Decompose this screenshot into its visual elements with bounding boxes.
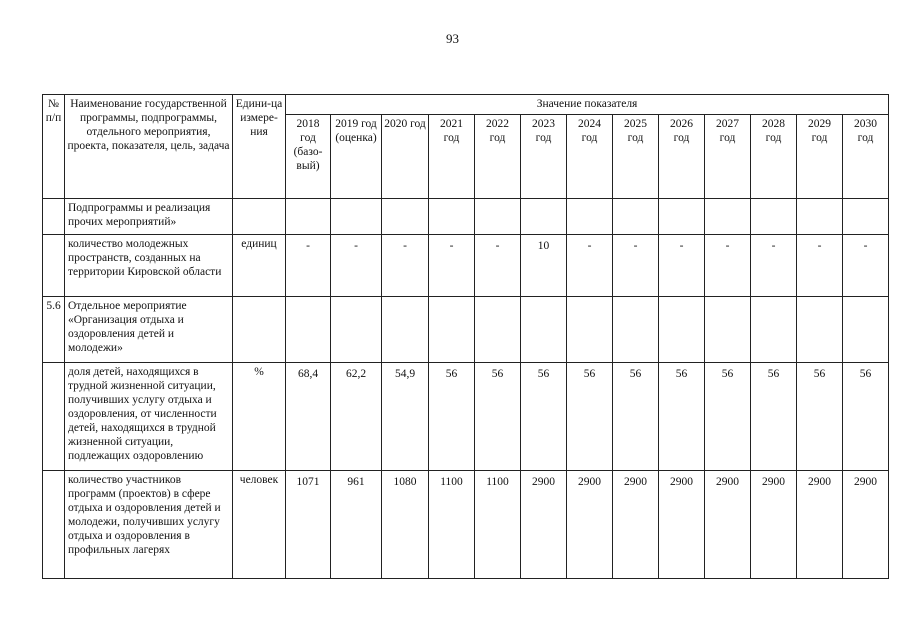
row-num-cell (43, 199, 65, 235)
table-body (43, 199, 889, 579)
value-cell: - (286, 235, 331, 297)
value-cell: 2900 (705, 471, 751, 579)
value-cell: 56 (429, 363, 475, 471)
value-cell (475, 297, 521, 363)
value-cell: 56 (475, 363, 521, 471)
value-cell: 1080 (382, 471, 429, 579)
value-cell (613, 297, 659, 363)
value-cell (521, 297, 567, 363)
value-cell: 62,2 (331, 363, 382, 471)
value-cell: 56 (613, 363, 659, 471)
row-name-cell: количество участников программ (проектов) в сфере отдыха и оздоровления детей и молодежи, получивших услугу отдыха и оздоровления в профильных лагерях (65, 471, 233, 579)
year-2021: 2021 год (429, 115, 475, 199)
value-cell (843, 297, 889, 363)
value-cell: 2900 (567, 471, 613, 579)
year-2018: 2018 год (базо-вый) (286, 115, 331, 199)
value-cell: - (797, 235, 843, 297)
value-cell: 2900 (659, 471, 705, 579)
table-row (43, 235, 889, 297)
row-unit-cell: человек (233, 471, 286, 579)
value-cell: 2900 (613, 471, 659, 579)
table-row (43, 363, 889, 471)
value-cell: 56 (521, 363, 567, 471)
value-cell (751, 199, 797, 235)
value-cell: - (429, 235, 475, 297)
row-name-cell: количество молодежных пространств, созданных на территории Кировской области (65, 235, 233, 297)
value-cell (286, 297, 331, 363)
value-cell: 68,4 (286, 363, 331, 471)
value-cell: 2900 (797, 471, 843, 579)
value-cell: 2900 (521, 471, 567, 579)
value-cell: 56 (659, 363, 705, 471)
year-2023: 2023 год (521, 115, 567, 199)
value-cell: - (843, 235, 889, 297)
row-num-cell (43, 235, 65, 297)
value-cell: 1100 (475, 471, 521, 579)
value-cell (567, 297, 613, 363)
indicator-table (42, 94, 889, 579)
value-cell: - (382, 235, 429, 297)
value-cell (475, 199, 521, 235)
table-row (43, 199, 889, 235)
value-cell (331, 199, 382, 235)
value-cell: 2900 (751, 471, 797, 579)
value-cell (843, 199, 889, 235)
value-cell: 56 (567, 363, 613, 471)
value-cell: - (705, 235, 751, 297)
row-name-cell: Подпрограммы и реализация прочих мероприятий» (65, 199, 233, 235)
year-2028: 2028 год (751, 115, 797, 199)
value-cell: - (567, 235, 613, 297)
value-cell: 56 (797, 363, 843, 471)
row-num-cell (43, 471, 65, 579)
row-unit-cell (233, 297, 286, 363)
value-cell: 10 (521, 235, 567, 297)
value-cell: 56 (751, 363, 797, 471)
year-2026: 2026 год (659, 115, 705, 199)
value-cell: 1100 (429, 471, 475, 579)
value-cell: 961 (331, 471, 382, 579)
value-cell (286, 199, 331, 235)
header-values-group: Значение показателя (286, 95, 889, 115)
header-num: № п/п (43, 95, 65, 199)
page-number: 93 (446, 31, 459, 46)
year-2019: 2019 год (оценка) (331, 115, 382, 199)
value-cell: 2900 (843, 471, 889, 579)
table-row (43, 297, 889, 363)
value-cell (429, 199, 475, 235)
value-cell (751, 297, 797, 363)
value-cell: - (613, 235, 659, 297)
value-cell (382, 297, 429, 363)
row-unit-cell: единиц (233, 235, 286, 297)
value-cell (659, 297, 705, 363)
row-unit-cell: % (233, 363, 286, 471)
value-cell (382, 199, 429, 235)
value-cell (705, 199, 751, 235)
value-cell: 56 (843, 363, 889, 471)
row-name-cell: Отдельное мероприятие «Организация отдыха и оздоровления детей и молодежи» (65, 297, 233, 363)
value-cell: 1071 (286, 471, 331, 579)
year-2020: 2020 год (382, 115, 429, 199)
value-cell (567, 199, 613, 235)
year-2030: 2030 год (843, 115, 889, 199)
year-2029: 2029 год (797, 115, 843, 199)
value-cell: - (659, 235, 705, 297)
value-cell: 54,9 (382, 363, 429, 471)
header-name: Наименование государственной программы, подпрограммы, отдельного мероприятия, проекта, показателя, цель, задача (65, 95, 233, 199)
value-cell (429, 297, 475, 363)
value-cell (521, 199, 567, 235)
year-2027: 2027 год (705, 115, 751, 199)
row-num-cell: 5.6 (43, 297, 65, 363)
header-unit: Едини-ца измере-ния (233, 95, 286, 199)
row-num-cell (43, 363, 65, 471)
value-cell (659, 199, 705, 235)
row-name-cell: доля детей, находящихся в трудной жизненной ситуации, получивших услугу отдыха и оздоровления, от численности детей, находящихся в трудной жизненной ситуации, подлежащих оздоровлению (65, 363, 233, 471)
value-cell: - (475, 235, 521, 297)
row-unit-cell (233, 199, 286, 235)
value-cell: - (331, 235, 382, 297)
year-2025: 2025 год (613, 115, 659, 199)
value-cell (331, 297, 382, 363)
table-row (43, 471, 889, 579)
value-cell (613, 199, 659, 235)
value-cell: 56 (705, 363, 751, 471)
value-cell (705, 297, 751, 363)
year-2024: 2024 год (567, 115, 613, 199)
value-cell (797, 297, 843, 363)
value-cell: - (751, 235, 797, 297)
year-2022: 2022 год (475, 115, 521, 199)
value-cell (797, 199, 843, 235)
